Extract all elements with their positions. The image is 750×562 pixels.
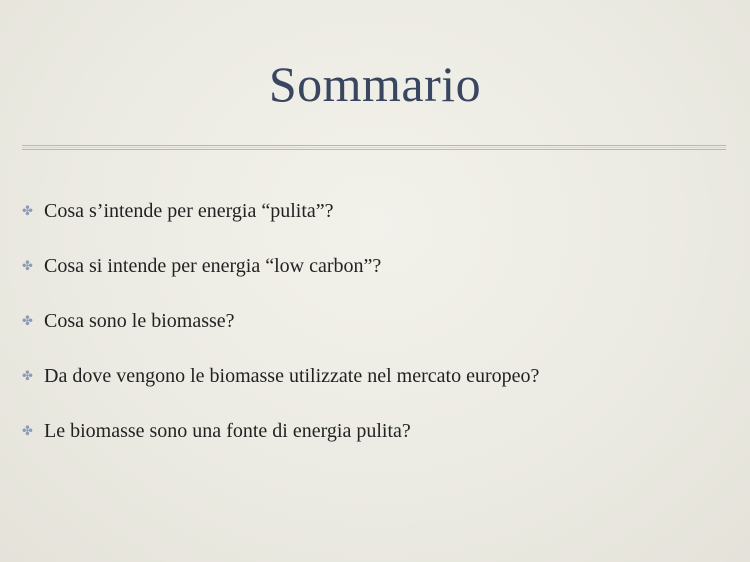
bullet-item [22,416,732,471]
title-divider-inner-line [22,147,726,148]
flower-bullet-icon: ✤ [22,313,33,328]
bullet-text: Da dove vengono le biomasse utilizzate nel mercato europeo? [44,365,540,387]
bullet-item [22,251,732,306]
bullet-item [22,306,732,361]
bullet-item [22,361,732,416]
bullet-text: Cosa si intende per energia “low carbon”? [44,255,382,277]
bullet-list [22,196,732,471]
flower-bullet-icon: ✤ [22,423,33,438]
flower-bullet-icon: ✤ [22,368,33,383]
slide-title: Sommario [268,56,482,112]
bullet-text: Cosa sono le biomasse? [44,310,235,332]
bullet-text: Le biomasse sono una fonte di energia pulita? [44,420,411,442]
flower-bullet-icon: ✤ [22,203,33,218]
bullet-text: Cosa s’intende per energia “pulita”? [44,200,334,222]
title-divider [22,145,726,150]
bullet-item [22,196,732,251]
flower-bullet-icon: ✤ [22,258,33,273]
